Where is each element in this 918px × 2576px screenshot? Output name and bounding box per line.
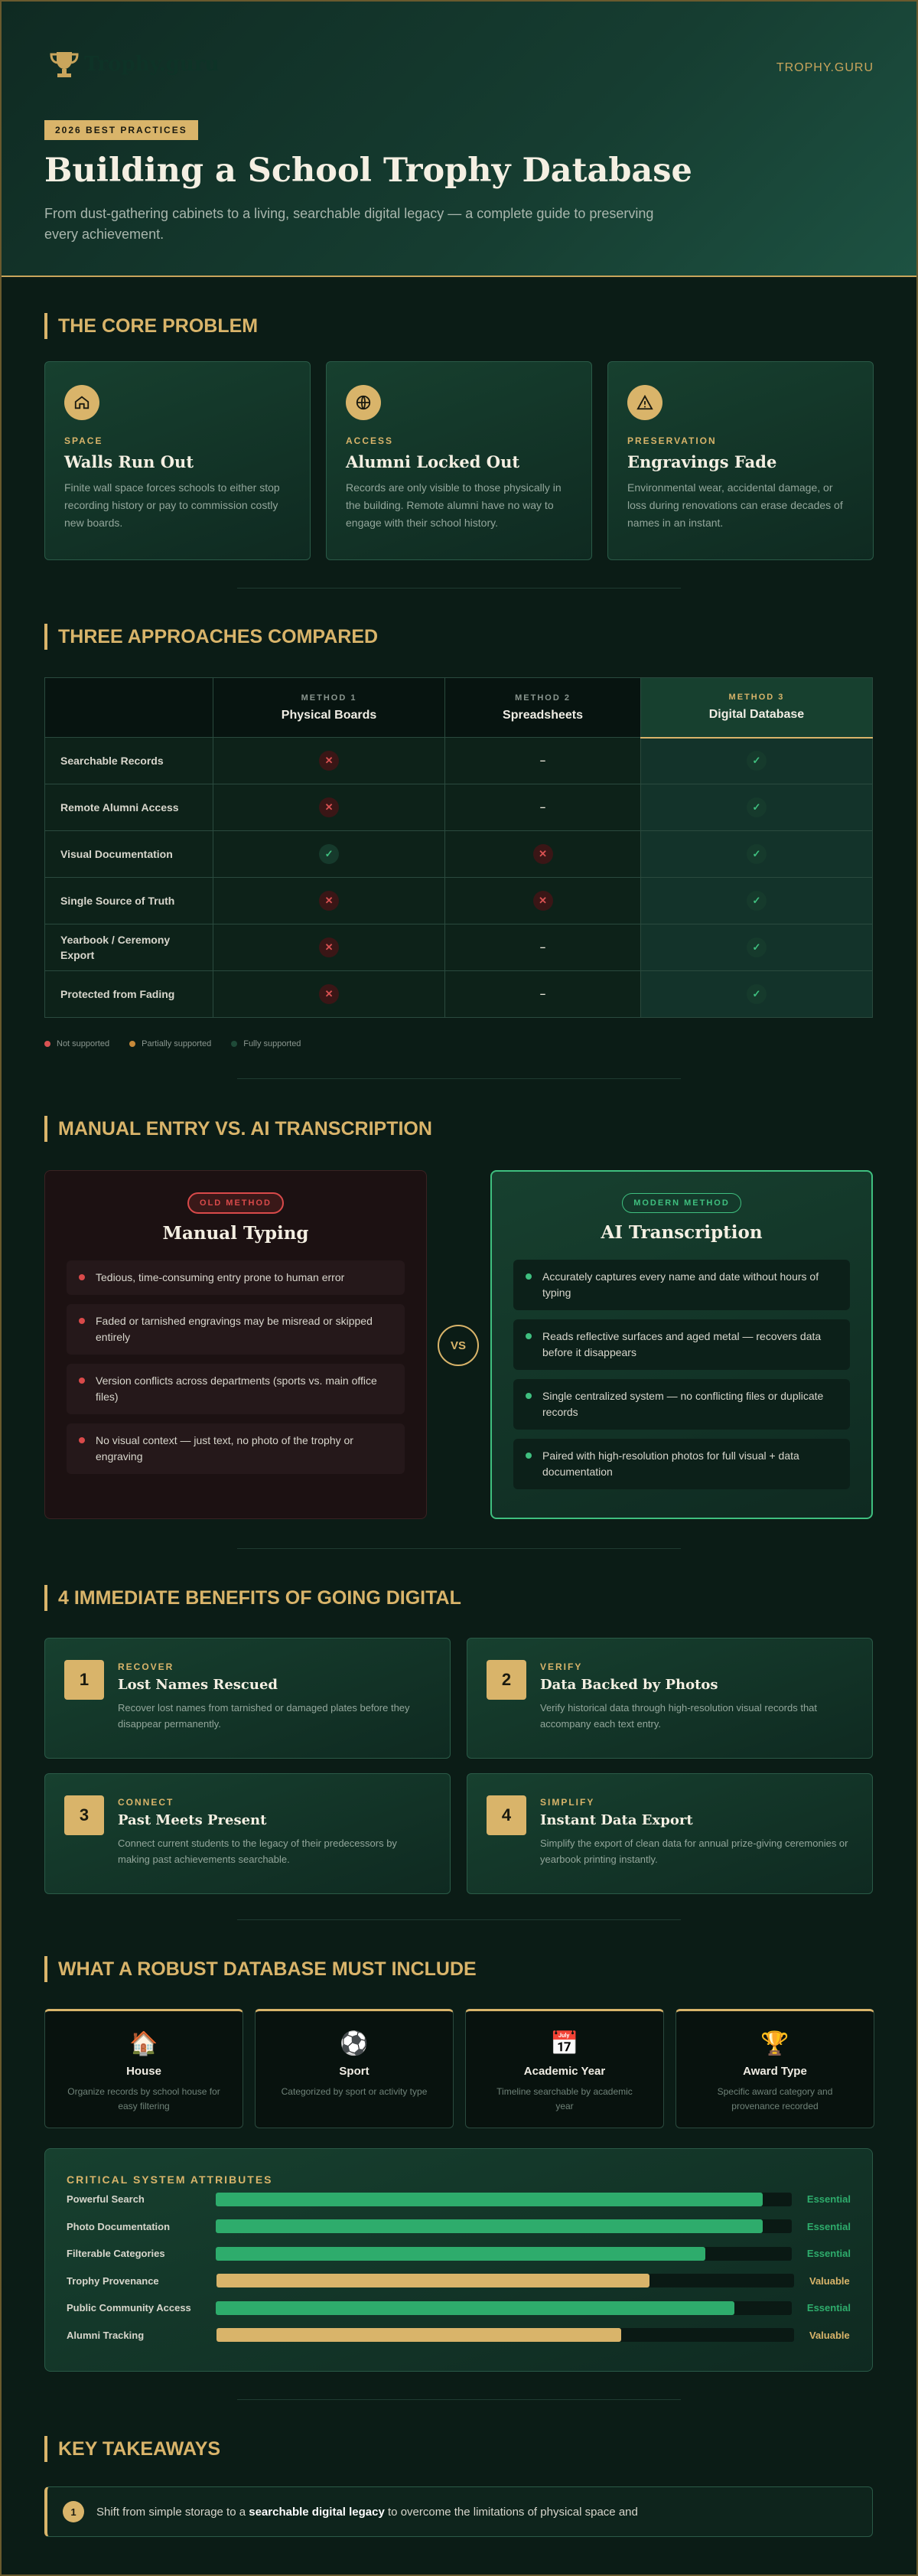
dash-icon: – [539, 801, 546, 813]
legend-item-partial [129, 1039, 211, 1048]
method-name: Digital Database [708, 708, 805, 722]
category-card-house [44, 2009, 243, 2128]
status-cell [213, 738, 445, 784]
method-header-digital [640, 678, 872, 738]
card-title: Alumni Locked Out [346, 452, 520, 471]
card-kicker: ACCESS [346, 435, 394, 446]
cross-icon: ✕ [319, 937, 339, 957]
check-icon: ✓ [747, 937, 767, 957]
method-header-spreadsheets [445, 678, 641, 738]
category-text: Specific award category and provenance recorded [717, 2086, 833, 2111]
check-icon: ✓ [747, 797, 767, 817]
warning-icon [627, 385, 662, 420]
section-divider [237, 2399, 681, 2400]
list-item [513, 1260, 850, 1310]
hero-header [0, 0, 918, 277]
vs-badge: VS [438, 1325, 479, 1366]
page-title: Building a School Trophy Database [44, 152, 692, 190]
attribute-bar-track [216, 2219, 792, 2233]
list-item [67, 1260, 405, 1295]
section-divider [237, 1548, 681, 1549]
attribute-bar-fill [216, 2328, 621, 2342]
card-title: Walls Run Out [64, 452, 194, 471]
attribute-level: Valuable [809, 2329, 850, 2341]
takeaway-number: 1 [63, 2501, 84, 2522]
status-cell [445, 971, 641, 1018]
attribute-bar-fill [216, 2301, 734, 2315]
comparison-legend [44, 1039, 301, 1048]
cross-icon: ✕ [319, 751, 339, 771]
attribute-name: Filterable Categories [67, 2248, 165, 2260]
old-method-pill: OLD METHOD [187, 1192, 284, 1214]
method-name: Spreadsheets [503, 708, 583, 722]
table-row [45, 784, 873, 831]
modern-method-panel [490, 1170, 873, 1519]
category-card-academic-year [465, 2009, 664, 2128]
benefit-title: Lost Names Rescued [118, 1677, 278, 1693]
list-item [67, 1364, 405, 1414]
logo-text: Trophy.guru [84, 53, 220, 76]
method-header-physical [213, 678, 445, 738]
comparison-table [44, 677, 873, 1018]
section-title-benefits: 4 IMMEDIATE BENEFITS OF GOING DIGITAL [44, 1585, 461, 1611]
section-divider [237, 1078, 681, 1079]
status-cell [213, 831, 445, 878]
benefit-number: 3 [64, 1795, 104, 1835]
attribute-bar-track [216, 2247, 792, 2261]
table-row [45, 971, 873, 1018]
benefit-title: Instant Data Export [540, 1812, 693, 1828]
legend-label: Fully supported [243, 1039, 301, 1048]
benefit-card-verify [467, 1638, 873, 1759]
attribute-bar-track [216, 2328, 794, 2342]
attribute-row [67, 2186, 851, 2213]
list-item [513, 1319, 850, 1370]
year-badge: 2026 BEST PRACTICES [44, 120, 198, 140]
list-item-text: Reads reflective surfaces and aged metal — recovers data before it disappears [542, 1330, 822, 1358]
comparison-header-row [45, 678, 873, 738]
method-label: METHOD 2 [515, 693, 571, 703]
status-cell [213, 924, 445, 971]
status-cell [445, 784, 641, 831]
dash-icon: – [539, 755, 546, 766]
takeaway-text-bold: searchable digital legacy [249, 2505, 385, 2519]
attributes-heading: CRITICAL SYSTEM ATTRIBUTES [67, 2173, 273, 2186]
method-name: Physical Boards [281, 708, 377, 722]
dash-icon: – [539, 988, 546, 999]
card-title: Engravings Fade [627, 452, 777, 471]
table-row [45, 924, 873, 971]
benefit-kicker: RECOVER [118, 1661, 174, 1672]
category-title: Award Type [743, 2065, 807, 2078]
method-label: METHOD 1 [301, 693, 357, 703]
attribute-bar-track [216, 2301, 792, 2315]
attribute-bar-fill [216, 2219, 763, 2233]
benefit-kicker: VERIFY [540, 1661, 583, 1672]
takeaway-text-end: to overcome the limitations of physical space and [384, 2505, 638, 2519]
status-cell [445, 924, 641, 971]
status-cell [640, 878, 872, 924]
list-item [67, 1423, 405, 1474]
benefit-card-connect [44, 1773, 451, 1894]
section-divider [237, 588, 681, 589]
category-text: Categorized by sport or activity type [281, 2086, 428, 2097]
category-card-award-type [675, 2009, 874, 2128]
modern-method-pill: MODERN METHOD [622, 1193, 741, 1213]
benefit-text: Recover lost names from tarnished or damaged plates before they disappear permanently. [118, 1702, 410, 1730]
section-title-database: WHAT A ROBUST DATABASE MUST INCLUDE [44, 1956, 477, 1982]
attribute-level: Essential [806, 2220, 851, 2232]
benefit-text: Simplify the export of clean data for annual prize-giving ceremonies or yearbook printing instantly. [540, 1837, 848, 1865]
status-cell [640, 784, 872, 831]
benefit-number: 4 [487, 1795, 526, 1835]
status-cell [640, 831, 872, 878]
house-icon: 🏠 [129, 2031, 158, 2056]
list-item-text: Paired with high-resolution photos for full visual + data documentation [542, 1449, 799, 1478]
card-text: Environmental wear, accidental damage, or loss during renovations can erase decades of names in an instant. [627, 481, 843, 529]
attribute-row [67, 2268, 851, 2295]
category-text: Timeline searchable by academic year [496, 2086, 633, 2111]
legend-item-no [44, 1039, 109, 1048]
site-logo[interactable] [47, 47, 219, 81]
calendar-icon: 📅 [550, 2031, 579, 2056]
category-card-sport [255, 2009, 454, 2128]
home-icon [64, 385, 99, 420]
attribute-level: Valuable [809, 2274, 850, 2287]
check-icon: ✓ [319, 844, 339, 864]
benefit-number: 2 [487, 1660, 526, 1700]
list-item [513, 1379, 850, 1430]
attribute-row [67, 2322, 851, 2349]
status-cell [640, 738, 872, 784]
attribute-bar-fill [216, 2274, 649, 2287]
problem-card-preservation [607, 361, 874, 560]
table-row [45, 831, 873, 878]
dash-icon: – [539, 941, 546, 953]
status-cell [213, 878, 445, 924]
list-item-text: Tedious, time-consuming entry prone to human error [96, 1271, 345, 1283]
legend-item-yes [231, 1039, 301, 1048]
method-label: METHOD 3 [728, 693, 785, 703]
list-item-text: Faded or tarnished engravings may be misread or skipped entirely [96, 1315, 373, 1343]
benefit-kicker: SIMPLIFY [540, 1797, 595, 1808]
takeaway-text [96, 2506, 638, 2519]
check-icon: ✓ [747, 891, 767, 911]
attribute-row [67, 2213, 851, 2241]
attribute-bar-fill [216, 2247, 705, 2261]
status-cell [445, 831, 641, 878]
attribute-bar-fill [216, 2193, 763, 2206]
old-method-panel [44, 1170, 427, 1519]
list-item-text: Accurately captures every name and date without hours of typing [542, 1270, 819, 1299]
list-item-text: No visual context — just text, no photo of the trophy or engraving [96, 1434, 353, 1462]
status-cell [213, 784, 445, 831]
card-text: Finite wall space forces schools to either stop recording history or pay to commission costly new boards. [64, 481, 280, 529]
legend-label: Partially supported [142, 1039, 212, 1048]
benefit-text: Verify historical data through high-resolution visual records that accompany each text entry. [540, 1702, 818, 1730]
check-icon: ✓ [747, 751, 767, 771]
globe-icon [346, 385, 381, 420]
attribute-name: Alumni Tracking [67, 2329, 145, 2341]
attribute-level: Essential [806, 2302, 851, 2314]
modern-method-title: AI Transcription [601, 1222, 763, 1243]
status-cell [445, 738, 641, 784]
feature-cell: Searchable Records [45, 738, 213, 784]
card-text: Records are only visible to those physically in the building. Remote alumni have no way to engage with their school history. [346, 481, 562, 529]
status-cell [640, 924, 872, 971]
attribute-name: Trophy Provenance [67, 2274, 159, 2287]
list-item [67, 1304, 405, 1355]
feature-cell: Single Source of Truth [45, 878, 213, 924]
card-kicker: SPACE [64, 435, 103, 446]
cross-icon: ✕ [533, 844, 553, 864]
benefit-number: 1 [64, 1660, 104, 1700]
section-title-manual-vs-ai: MANUAL ENTRY VS. AI TRANSCRIPTION [44, 1116, 432, 1142]
cross-icon: ✕ [319, 891, 339, 911]
cross-icon: ✕ [533, 891, 553, 911]
ball-icon: ⚽ [340, 2031, 369, 2056]
attribute-name: Public Community Access [67, 2302, 191, 2314]
category-text: Organize records by school house for easy filtering [67, 2086, 220, 2111]
takeaway-text-start: Shift from simple storage to a [96, 2505, 249, 2519]
list-item-text: Single centralized system — no conflicting files or duplicate records [542, 1390, 824, 1418]
trophy-logo-icon [47, 47, 81, 81]
status-cell [213, 971, 445, 1018]
legend-label: Not supported [57, 1039, 110, 1048]
old-method-title: Manual Typing [162, 1223, 309, 1244]
problem-card-access [326, 361, 592, 560]
attribute-bar-track [216, 2193, 792, 2206]
benefit-card-recover [44, 1638, 451, 1759]
status-cell [640, 971, 872, 1018]
site-link[interactable]: TROPHY.GURU [776, 61, 874, 74]
takeaway-item [44, 2486, 873, 2537]
category-title: Sport [339, 2065, 369, 2078]
check-icon: ✓ [747, 984, 767, 1004]
attribute-row [67, 2294, 851, 2322]
check-icon: ✓ [747, 844, 767, 864]
attribute-level: Essential [806, 2248, 851, 2260]
card-kicker: PRESERVATION [627, 435, 717, 446]
attribute-name: Powerful Search [67, 2193, 145, 2206]
category-title: Academic Year [523, 2065, 606, 2078]
system-attributes-panel [44, 2148, 873, 2372]
category-title: House [126, 2065, 161, 2078]
section-divider [237, 1919, 681, 1920]
table-row [45, 878, 873, 924]
section-title-core-problem: THE CORE PROBLEM [44, 313, 258, 339]
status-cell [445, 878, 641, 924]
list-item [513, 1439, 850, 1489]
benefit-title: Past Meets Present [118, 1812, 267, 1828]
benefit-text: Connect current students to the legacy of their predecessors by making past achievements searchable. [118, 1837, 397, 1865]
table-row [45, 738, 873, 784]
attribute-row [67, 2240, 851, 2268]
problem-card-space [44, 361, 311, 560]
list-item-text: Version conflicts across departments (sports vs. main office files) [96, 1374, 377, 1403]
cross-icon: ✕ [319, 797, 339, 817]
section-title-approaches: THREE APPROACHES COMPARED [44, 624, 378, 650]
feature-cell: Yearbook / Ceremony Export [45, 924, 213, 971]
comparison-corner-cell [45, 678, 213, 738]
benefit-card-simplify [467, 1773, 873, 1894]
feature-cell: Protected from Fading [45, 971, 213, 1018]
feature-cell: Visual Documentation [45, 831, 213, 878]
benefit-kicker: CONNECT [118, 1797, 174, 1808]
trophy-icon: 🏆 [760, 2031, 789, 2056]
page-subtitle: From dust-gathering cabinets to a living, searchable digital legacy — a complete guide to preserving every achievement. [44, 206, 654, 242]
attribute-bar-track [216, 2274, 794, 2287]
cross-icon: ✕ [319, 984, 339, 1004]
attribute-name: Photo Documentation [67, 2220, 171, 2232]
attribute-level: Essential [806, 2193, 851, 2206]
feature-cell: Remote Alumni Access [45, 784, 213, 831]
benefit-title: Data Backed by Photos [540, 1677, 718, 1693]
section-title-takeaways: KEY TAKEAWAYS [44, 2436, 220, 2462]
